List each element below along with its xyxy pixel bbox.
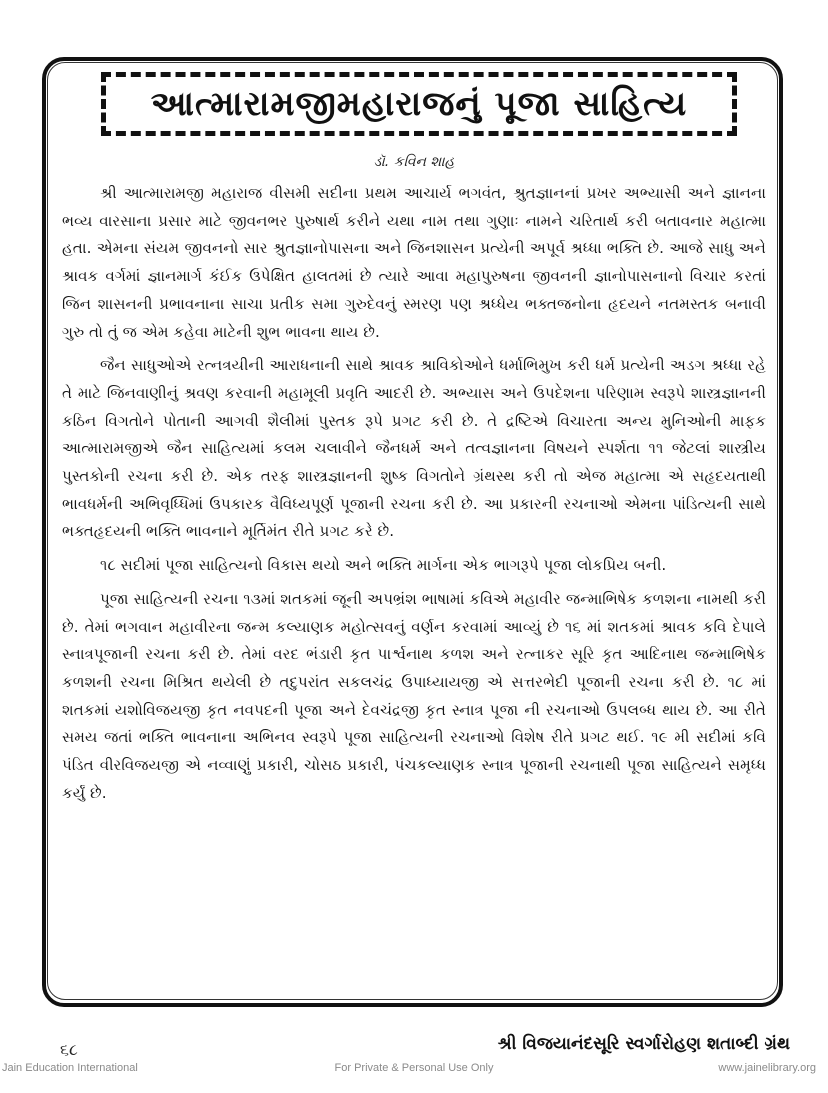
- article-title: આત્મારામજીમહારાજનું પૂજા સાહિત્ય: [150, 84, 688, 124]
- paragraph: જૈન સાધુઓએ રત્નત્રયીની આરાધનાની સાથે શ્રાવક શ્રાવિકોઓને ધર્માભિમુખ કરી ધર્મ પ્રત્યેની અડગ શ્રધ્ધા રહે તે માટે જિનવાણીનું શ્રવણ કરવાની મહામૂલી પ્રવૃતિ આદરી છે. અભ્યાસ અને ઉપદેશના પરિણામ સ્વરૂપે શાસ્ત્રજ્ઞાનની કઠિન વિગતોને પોતાની આગવી શૈલીમાં પુસ્તક રૂપે પ્રગટ કરી છે. તે દ્રષ્ટિએ વિચારતા અન્ય મુનિઓની માફક આત્મારામજીએ જૈન સાહિત્યમાં કલમ ચલાવીને જૈનધર્મ અને તત્વજ્ઞાનના વિષયને સ્પર્શતા ૧૧ જેટલાં શાસ્ત્રીય પુસ્તકોની રચના કરી છે. એક તરફ શાસ્ત્રજ્ઞાનની શુષ્ક વિગતોને ગ્રંથસ્થ કરી તો એજ મહાત્મા એ સહૃદયતાથી ભાવધર્મની અભિવૃધ્ધિમાં ઉપકારક વૈવિધ્યપૂર્ણ પૂજાની રચના કરી છે. આ પ્રકારની રચનાઓ એમના પાંડિત્યની સાથે ભક્તહૃદયની ભક્તિ ભાવનાને મૂર્તિમંત રીતે પ્રગટ કરે છે.: [62, 356, 766, 541]
- article-body: [62, 180, 766, 813]
- book-title: શ્રી વિજયાનંદસૂરિ સ્વર્ગારોહણ શતાબ્દી ગ્રંથ: [497, 1034, 790, 1054]
- title-dashed-box: [101, 72, 737, 136]
- footer-publisher: Jain Education International: [2, 1062, 138, 1074]
- paragraph: ૧૮ સદીમાં પૂજા સાહિત્યનો વિકાસ થયો અને ભક્તિ માર્ગના એક ભાગરૂપે પૂજા લોકપ્રિય બની.: [100, 556, 667, 575]
- footer-usage-notice: For Private & Personal Use Only: [334, 1062, 494, 1074]
- page-number: ૬૮: [60, 1040, 78, 1059]
- author-name: ડૉ. કવિન શાહ: [373, 154, 455, 170]
- footer-bar: [0, 1062, 828, 1082]
- paragraph: પૂજા સાહિત્યની રચના ૧૩માં શતકમાં જૂની અપભ્રંશ ભાષામાં કવિએ મહાવીર જન્માભિષેક કળશના નામથી કરી છે. તેમાં ભગવાન મહાવીરના જન્મ કલ્યાણક મહોત્સવનું વર્ણન કરવામાં આવ્યું છે ૧૬ માં શતકમાં શ્રાવક કવિ દેપાલે સ્નાત્રપૂજાની રચના કરી છે. તેમાં વરદ ભંડારી કૃત પાર્શ્વનાથ કળશ અને રત્નાકર સૂરિ કૃત આદિનાથ જન્માભિષેક કળશની રચના મિશ્રિત થયેલી છે તદુપરાંત સકલચંદ્ર ઉપાધ્યાયજી એ સત્તરભેદી પૂજાની રચના કરી છે. ૧૮ માં શતકમાં યશોવિજયજી કૃત નવપદની પૂજા અને દેવચંદ્રજી કૃત સ્નાત્ર પૂજા ની રચનાઓ ઉપલબ્ધ થાય છે. આ રીતે સમય જતાં ભક્તિ ભાવનાના અભિનવ સ્વરૂપે પૂજા સાહિત્યની રચનાઓ વિશેષ રીતે પ્રગટ થઈ. ૧૯ મી સદીમાં કવિ પંડિત વીરવિજયજી એ નવ્વાણું પ્રકારી, ચોસઠ પ્રકારી, પંચકલ્યાણક સ્નાત્ર પૂજાની રચનાથી પૂજા સાહિત્યને સમૃધ્ધ કર્યું છે.: [62, 589, 766, 802]
- footer-website-link[interactable]: www.jainelibrary.org: [718, 1062, 816, 1074]
- paragraph: શ્રી આત્મારામજી મહારાજ વીસમી સદીના પ્રથમ આચાર્ય ભગવંત, શ્રુતજ્ઞાનનાં પ્રખર અભ્યાસી અને જ્ઞાનના ભવ્ય વારસાના પ્રસાર માટે જીવનભર પુરુષાર્થ કરીને યથા નામ તથા ગુણાઃ નામને ચરિતાર્થ કરી બતાવનાર મહાત્મા હતા. એમના સંયમ જીવનનો સાર શ્રુતજ્ઞાનોપાસના અને જિનશાસન પ્રત્યેની અપૂર્વ શ્રધ્ધા ભક્તિ છે. આજે સાધુ અને શ્રાવક વર્ગમાં જ્ઞાનમાર્ગ કંઈક ઉપેક્ષિત હાલતમાં છે ત્યારે આવા મહાપુરુષના જીવનની જ્ઞાનોપાસનાનો વિચાર કરતાં જિન શાસનની પ્રભાવનાના સાચા પ્રતીક સમા ગુરુદેવનું સ્મરણ પણ શ્રધ્ધેય ભક્તજનોના હૃદયને નતમસ્તક બનાવી ગુરુ તો તું જ એમ કહેવા માટેની શુભ ભાવના થાય છે.: [62, 184, 766, 341]
